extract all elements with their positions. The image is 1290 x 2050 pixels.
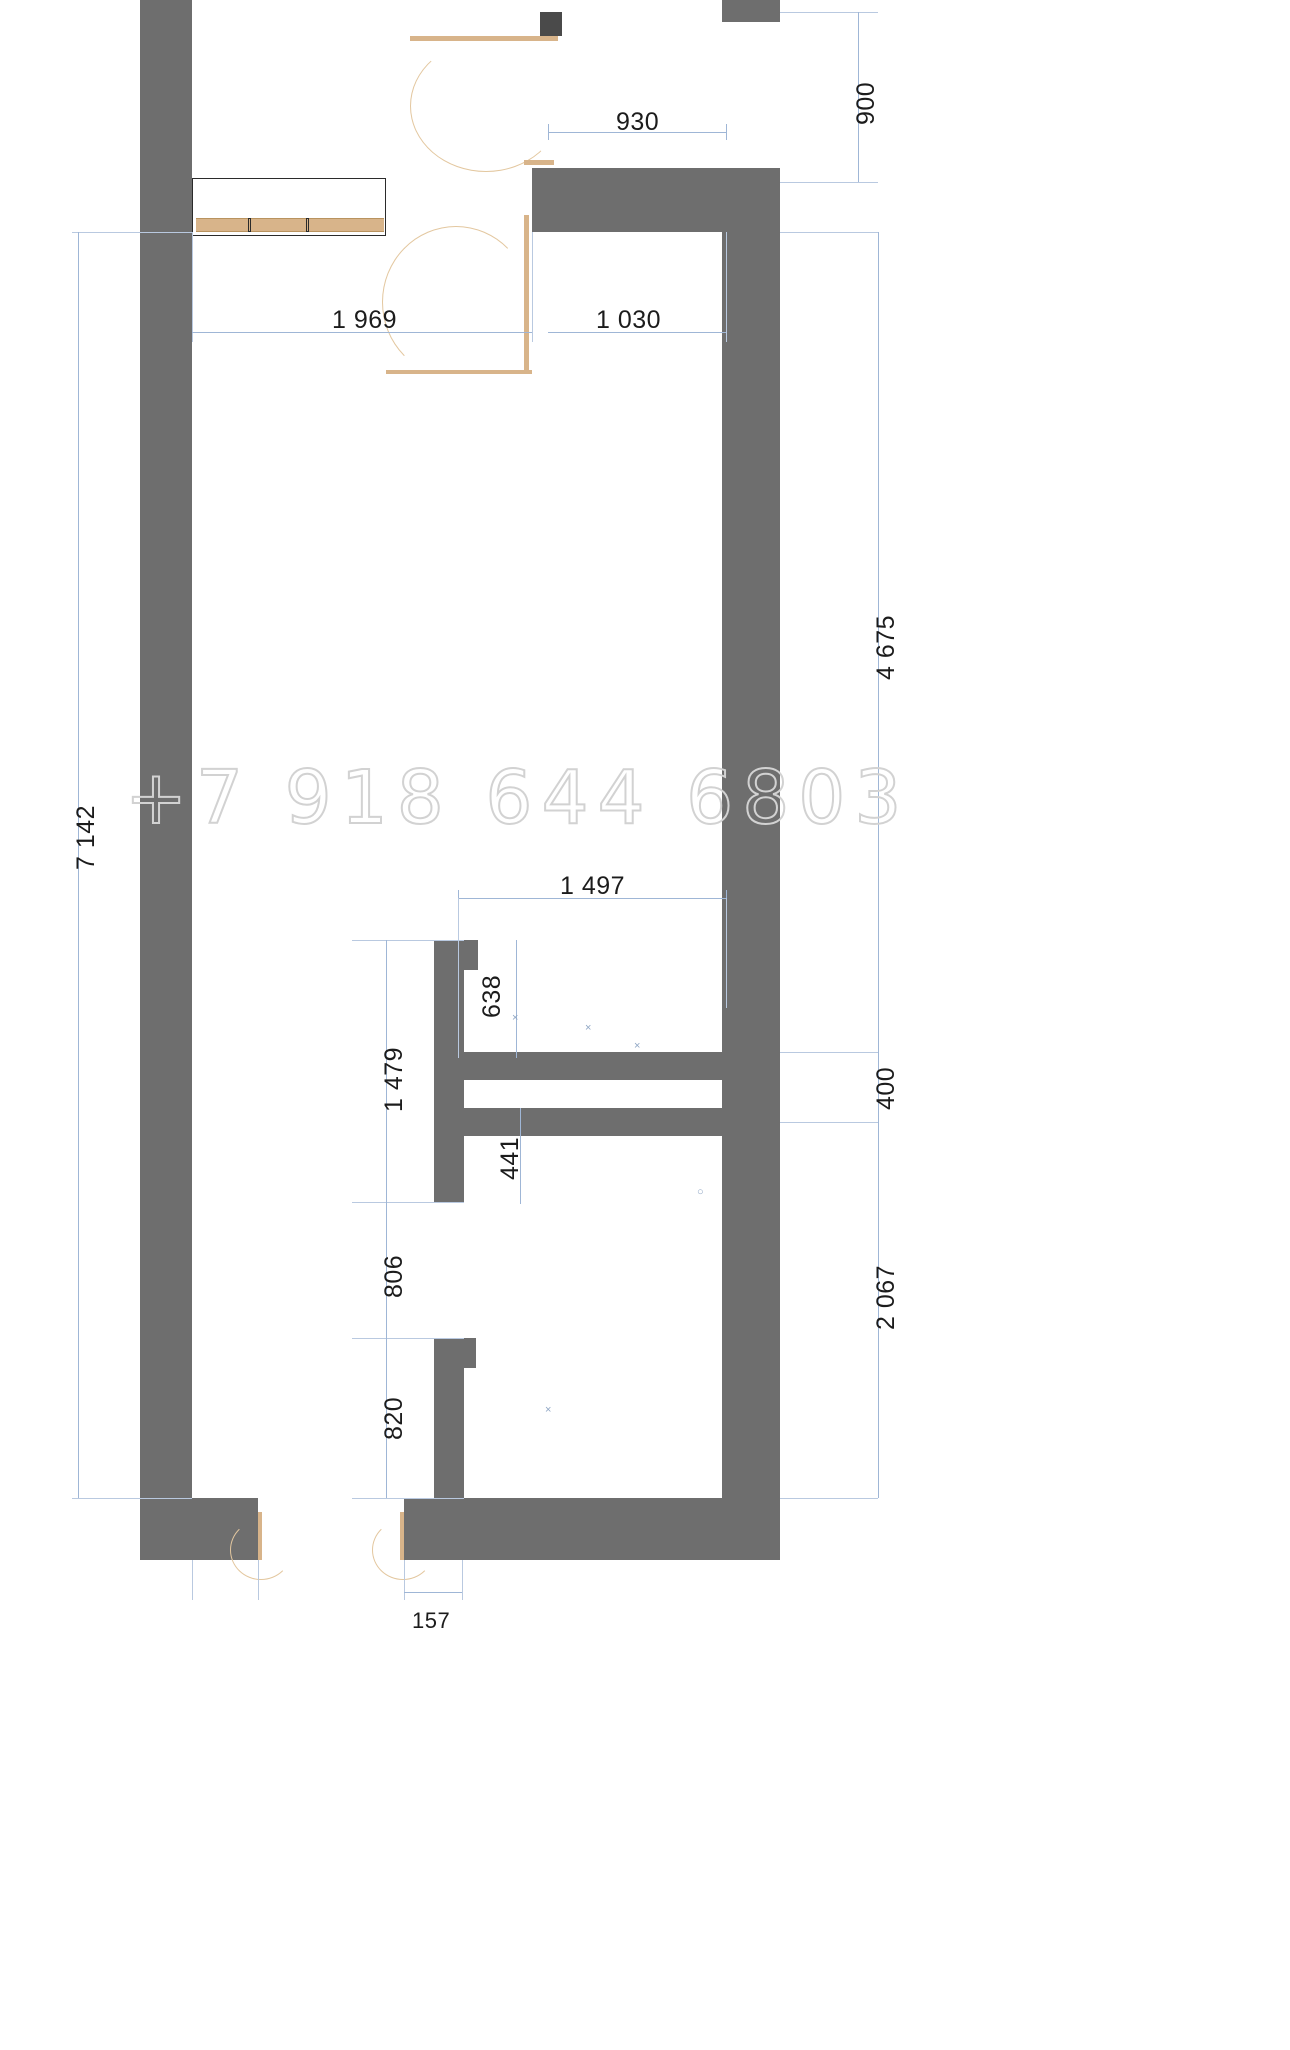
- window-left-glazing: [196, 218, 384, 232]
- door-entry-jamb-mark: [540, 12, 562, 36]
- door-bottom-right-swing-icon: [372, 1520, 434, 1580]
- plan-marker-5: ×: [545, 1404, 552, 1416]
- wall-bath-divider-upper: [452, 1052, 724, 1080]
- ext-line-157-right: [462, 1560, 463, 1600]
- dim-line-157: [404, 1592, 462, 1593]
- dim-930: 930: [616, 108, 660, 136]
- ext-line-806-bottom: [352, 1338, 464, 1339]
- dim-1479: 1 479: [380, 1046, 408, 1112]
- ext-line-1497-right: [726, 898, 727, 1008]
- wall-bath-top-spur: [434, 940, 478, 970]
- wall-right-outer: [722, 232, 780, 1560]
- wall-bottom-outer: [404, 1498, 780, 1560]
- window-left-mullion-2: [306, 218, 309, 232]
- plan-marker-4: ○: [697, 1186, 704, 1198]
- dim-1497: 1 497: [560, 872, 626, 900]
- wall-bath-divider-lower: [452, 1108, 724, 1136]
- dim-400: 400: [872, 1066, 900, 1110]
- ext-line-1497-left: [458, 898, 459, 1058]
- ext-line-820-bottom: [352, 1498, 464, 1499]
- dim-157: 157: [412, 1608, 451, 1633]
- ext-line-1969-left: [192, 232, 193, 342]
- ext-line-1969-right: [532, 232, 533, 342]
- dim-900: 900: [852, 81, 880, 125]
- plan-marker-3: ×: [512, 1012, 519, 1024]
- ext-line-1479-top: [352, 940, 464, 941]
- ext-line-top-900-upper: [780, 12, 878, 13]
- dim-1030: 1 030: [596, 306, 662, 334]
- dim-2067: 2 067: [872, 1264, 900, 1330]
- ext-line-7142-top: [72, 232, 192, 233]
- wall-lower-room-top-spur: [434, 1338, 476, 1368]
- wall-entry-jamb: [532, 168, 554, 232]
- window-left-mullion-1: [248, 218, 251, 232]
- dim-4675: 4 675: [872, 614, 900, 680]
- dim-806: 806: [380, 1254, 408, 1298]
- wall-entry-return: [532, 168, 780, 232]
- ext-line-2067-bottom: [780, 1498, 878, 1499]
- ext-line-400-bottom: [780, 1122, 878, 1123]
- dim-1969: 1 969: [332, 306, 398, 334]
- dim-820: 820: [380, 1396, 408, 1440]
- plan-marker-1: ×: [585, 1022, 592, 1034]
- ext-line-1479-bottom: [352, 1202, 464, 1203]
- ext-line-157-left: [404, 1560, 405, 1600]
- door-interior-head: [524, 160, 554, 165]
- phone-watermark: +7 918 644 6803: [125, 755, 911, 841]
- dim-tick-930-left: [548, 124, 549, 140]
- ext-line-4675-top: [780, 232, 878, 233]
- ext-line-400-top: [780, 1052, 878, 1053]
- door-entry-swing-icon: [410, 40, 562, 172]
- ext-line-1030-right: [726, 232, 727, 342]
- plan-marker-2: ×: [634, 1040, 641, 1052]
- door-interior-swing-icon: [382, 226, 530, 378]
- dim-441: 441: [496, 1136, 524, 1180]
- door-interior-sill: [386, 370, 532, 374]
- door-bottom-left-swing-icon: [230, 1520, 292, 1580]
- dim-tick-930-right: [726, 124, 727, 140]
- dim-line-638: [516, 940, 517, 1058]
- ext-line-bottom-b: [258, 1560, 259, 1600]
- dim-7142: 7 142: [72, 804, 100, 870]
- ext-line-top-900-lower: [780, 182, 878, 183]
- dim-638: 638: [478, 974, 506, 1018]
- ext-line-7142-bottom: [72, 1498, 192, 1499]
- ext-line-bottom-a: [192, 1560, 193, 1600]
- wall-right-top: [722, 0, 780, 22]
